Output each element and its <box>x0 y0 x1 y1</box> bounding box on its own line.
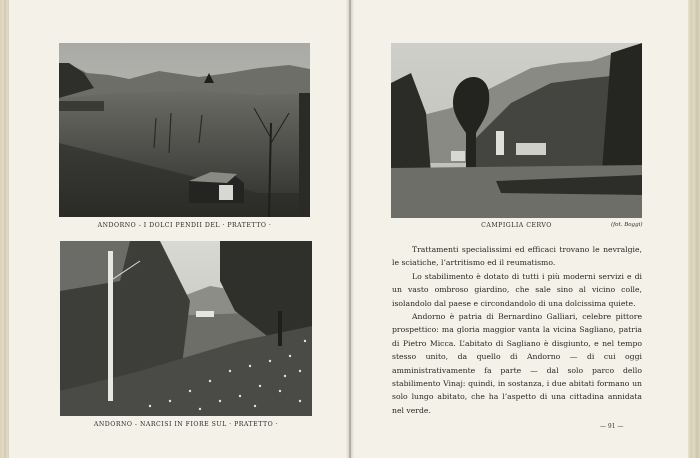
photo-credit: (fot. Boggi) <box>611 222 643 228</box>
page-number: — 91 — <box>600 423 624 430</box>
campiglia-cervo-caption: CAMPIGLIA CERVO <box>481 222 552 229</box>
paragraph-1: Trattamenti specialissimi ed efficaci trovano le nevralgie, le sciatiche, l’artritismo ed il reumatismo. <box>392 245 642 268</box>
andorno-daffodils-caption: ANDORNO - NARCISI IN FIORE SUL · PRATETTO · <box>93 421 279 428</box>
book-gutter <box>346 0 354 458</box>
body-text <box>392 243 642 417</box>
andorno-slopes-caption: ANDORNO - I DOLCI PENDII DEL · PRATETTO · <box>97 222 272 229</box>
left-page-edges <box>0 0 9 458</box>
andorno-slopes-photo <box>59 43 310 217</box>
paragraph-3: Andorno è patria di Bernardino Galliari, celebre pittore prospettico: ma gloria maggior vanta la vicina Sagliano, patria di Pietro Micca. L’abitato di Sagliano è disgiunto, e nel tempo stesso unito, da quello di Andorno — di cui oggi amministrativamente fa parte — dal solo parco dello stabilimento Vinaj: quindi, in sostanza, i due abitati formano un solo lungo abitato, che ha l’aspetto di una cittadina annidata nel verde. <box>392 312 642 415</box>
paragraph-2: Lo stabilimento è dotato di tutti i più moderni servizi e di un vasto ombroso giardino, che sale sino al vicino colle, isolandolo dal paese e circondandolo di una dolcissima quiete. <box>392 271 642 308</box>
andorno-daffodils-photo <box>60 241 312 416</box>
right-page-edges <box>688 0 700 458</box>
campiglia-cervo-photo <box>391 43 642 218</box>
